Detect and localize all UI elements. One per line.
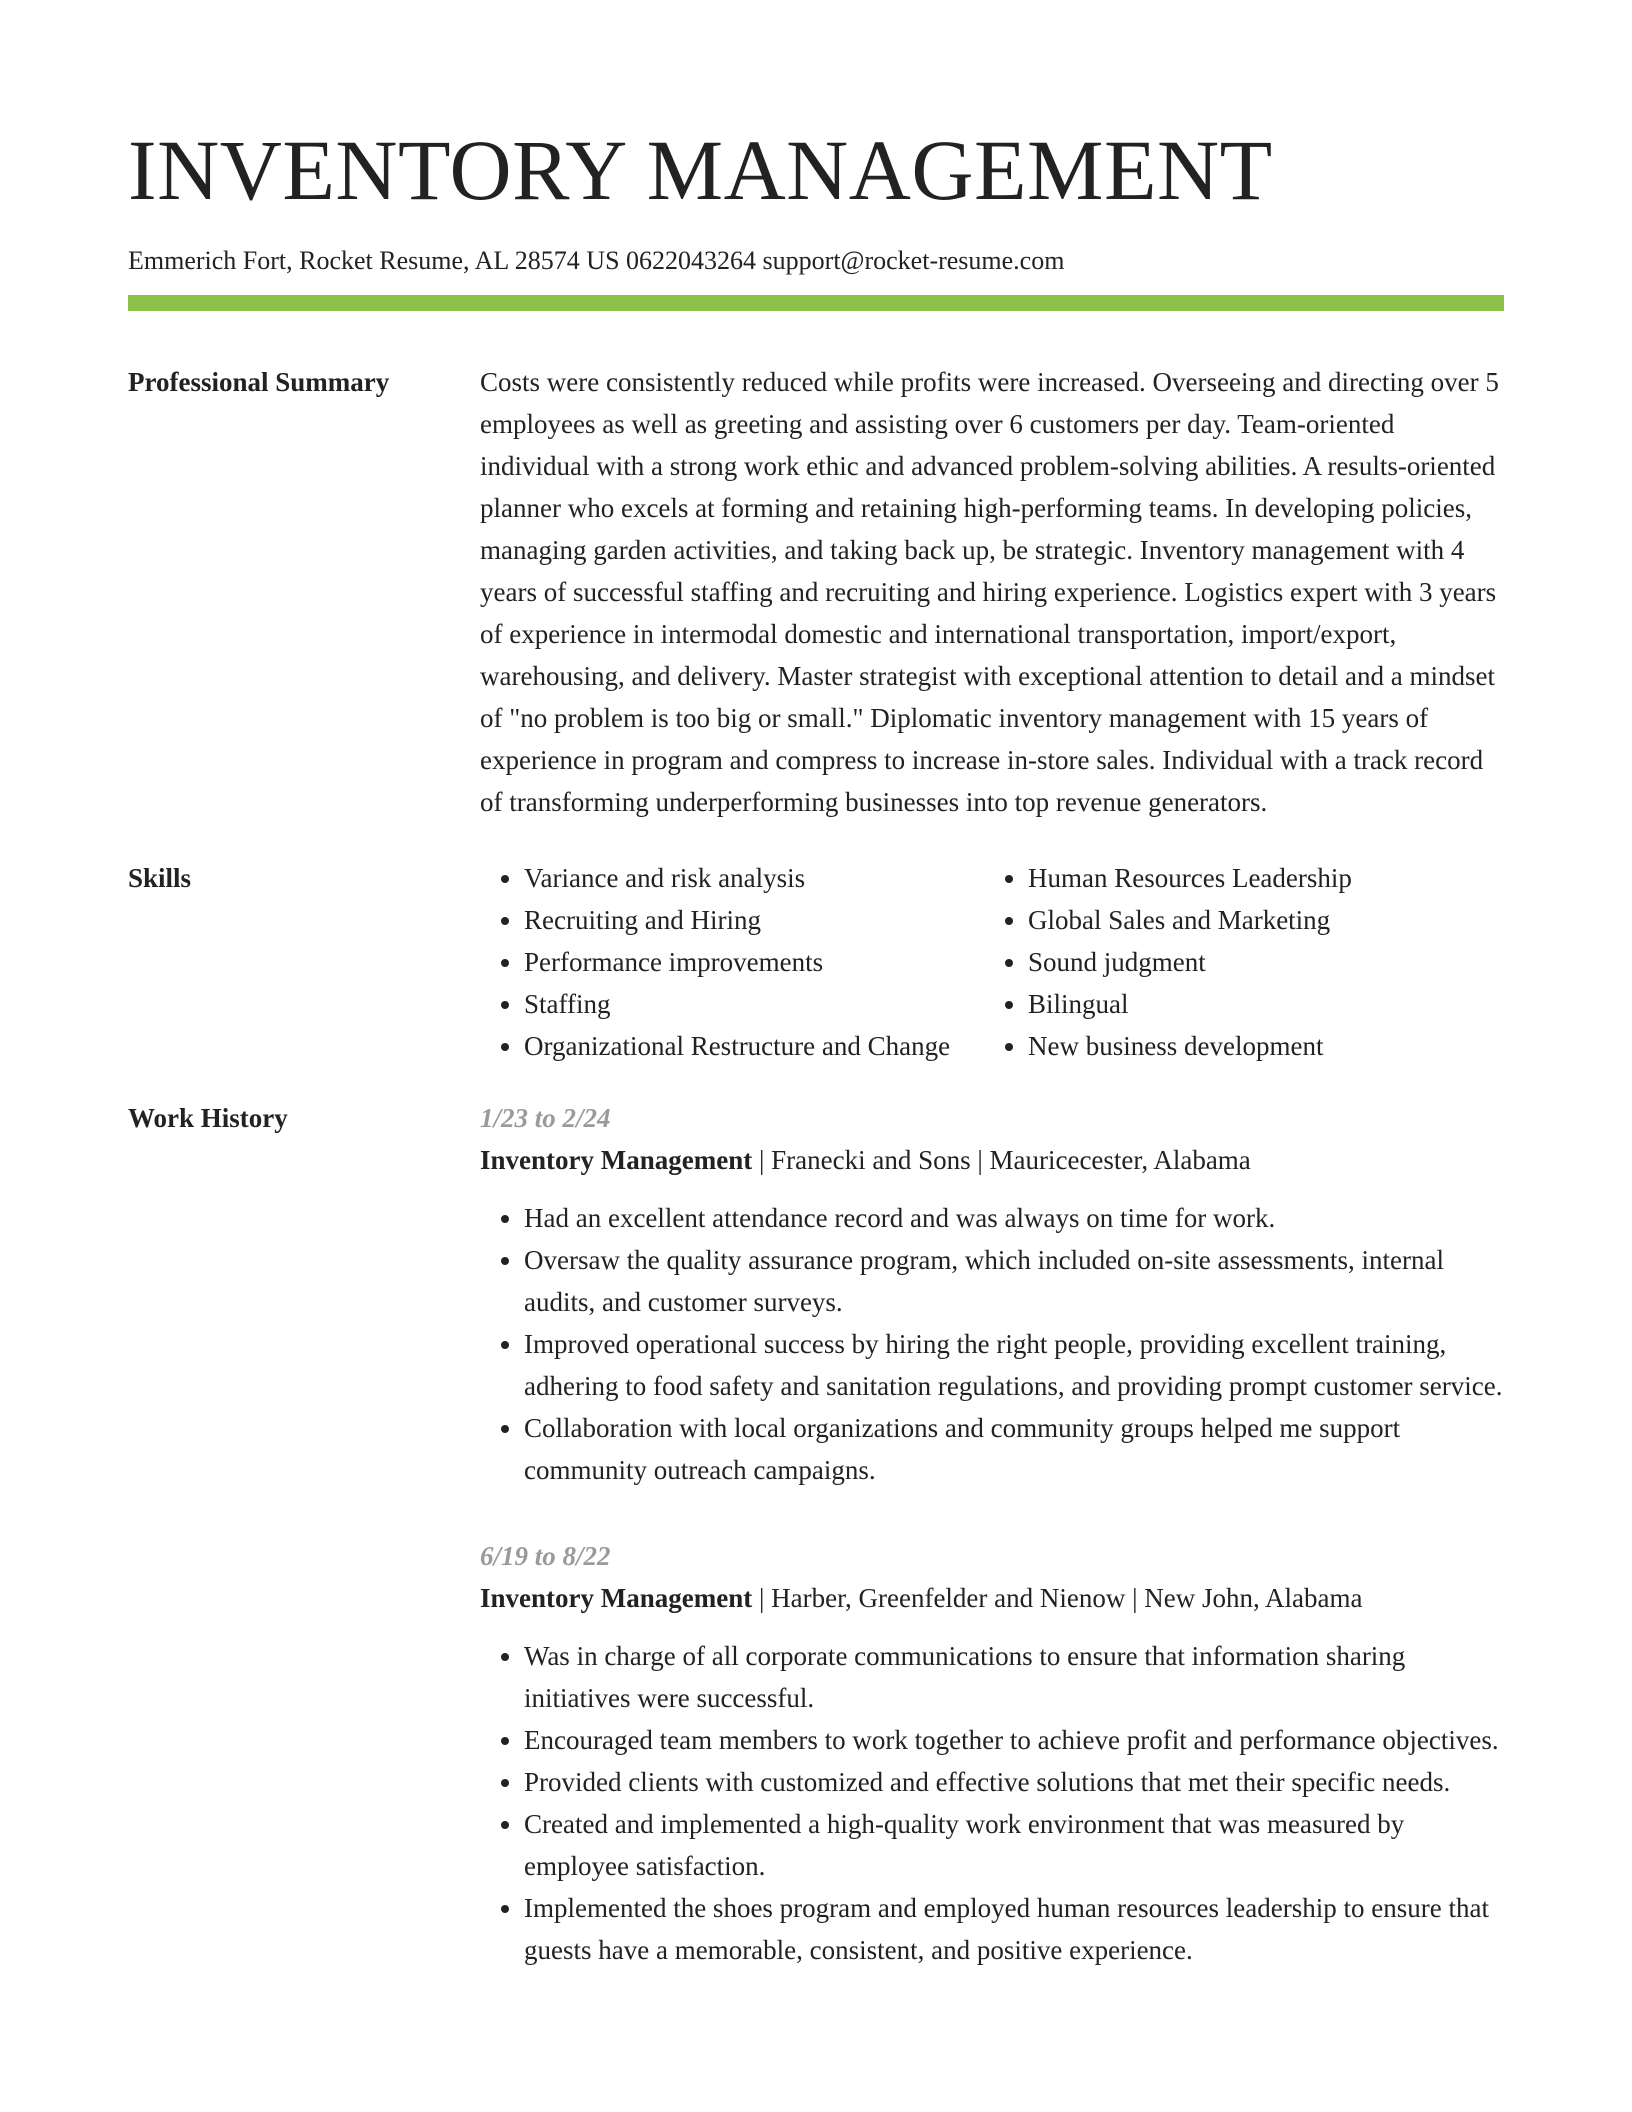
skills-grid bbox=[480, 857, 1504, 1067]
skill-item: • Bilingual bbox=[1028, 983, 1352, 1025]
professional-summary-section bbox=[128, 361, 1504, 823]
section-label-skills: Skills bbox=[128, 863, 192, 893]
job-bullet: • Provided clients with customized and effective solutions that met their specific needs. bbox=[524, 1761, 1504, 1803]
job-bullet: • Had an excellent attendance record and was always on time for work. bbox=[524, 1197, 1504, 1239]
work-history-section bbox=[128, 1097, 1504, 2015]
section-label-work-history: Work History bbox=[128, 1103, 288, 1133]
job-bullet: • Created and implemented a high-quality work environment that was measured by employee satisfaction. bbox=[524, 1803, 1504, 1887]
skill-item: • Variance and risk analysis bbox=[524, 857, 984, 899]
skill-item: • New business development bbox=[1028, 1025, 1352, 1067]
job-title-line bbox=[480, 1577, 1504, 1619]
job-bullet: • Was in charge of all corporate communications to ensure that information sharing initiatives were successful. bbox=[524, 1635, 1504, 1719]
job-dates: 1/23 to 2/24 bbox=[480, 1103, 611, 1133]
skill-item: • Staffing bbox=[524, 983, 984, 1025]
job-bullet: • Oversaw the quality assurance program, which included on-site assessments, internal audits, and customer surveys. bbox=[524, 1239, 1504, 1323]
summary-text: Costs were consistently reduced while profits were increased. Overseeing and directing over 5 employees as well as greeting and assisting over 6 customers per day. Team-oriented individual with a strong work ethic and advanced problem-solving abilities. A results-oriented planner who excels at forming and retaining high-performing teams. In developing policies, managing garden activities, and taking back up, be strategic. Inventory management with 4 years of successful staffing and recruiting and hiring experience. Logistics expert with 3 years of experience in intermodal domestic and international transportation, import/export, warehousing, and delivery. Master strategist with exceptional attention to detail and a mindset of "no problem is too big or small." Diplomatic inventory management with 15 years of experience in program and compress to increase in-store sales. Individual with a track record of transforming underperforming businesses into top revenue generators. bbox=[480, 367, 1499, 817]
skill-item: • Performance improvements bbox=[524, 941, 984, 983]
job-bullet: • Encouraged team members to work together to achieve profit and performance objectives. bbox=[524, 1719, 1504, 1761]
job-bullets bbox=[480, 1197, 1504, 1491]
job-bullet: • Improved operational success by hiring the right people, providing excellent training, adhering to food safety and sanitation regulations, and providing prompt customer service. bbox=[524, 1323, 1504, 1407]
contact-line: Emmerich Fort, Rocket Resume, AL 28574 US 0622043264 support@rocket-resume.com bbox=[128, 246, 1065, 275]
summary-body bbox=[480, 361, 1504, 823]
skills-column-1 bbox=[480, 857, 984, 1067]
skill-item: • Recruiting and Hiring bbox=[524, 899, 984, 941]
job-entry bbox=[480, 1097, 1504, 1491]
skill-item: • Sound judgment bbox=[1028, 941, 1352, 983]
job-entry bbox=[480, 1535, 1504, 1971]
skill-item: • Global Sales and Marketing bbox=[1028, 899, 1352, 941]
resume-page bbox=[128, 0, 1504, 2015]
skill-item: • Human Resources Leadership bbox=[1028, 857, 1352, 899]
accent-divider bbox=[128, 295, 1504, 311]
job-bullet: • Collaboration with local organizations and community groups helped me support community outreach campaigns. bbox=[524, 1407, 1504, 1491]
skill-item: • Organizational Restructure and Change bbox=[524, 1025, 984, 1067]
resume-name-heading: INVENTORY MANAGEMENT bbox=[128, 122, 1273, 218]
job-bullet: • Implemented the shoes program and employed human resources leadership to ensure that guests have a memorable, consistent, and positive experience. bbox=[524, 1887, 1504, 1971]
job-bullets bbox=[480, 1635, 1504, 1971]
job-details: | Franecki and Sons | Mauricecester, Alabama bbox=[752, 1145, 1251, 1175]
job-dates: 6/19 to 8/22 bbox=[480, 1541, 611, 1571]
job-title: Inventory Management bbox=[480, 1145, 753, 1175]
skills-section bbox=[128, 857, 1504, 1067]
job-title-line bbox=[480, 1139, 1504, 1181]
skills-column-2 bbox=[984, 857, 1352, 1067]
job-details: | Harber, Greenfelder and Nienow | New John, Alabama bbox=[752, 1583, 1363, 1613]
work-history-body bbox=[480, 1097, 1504, 2015]
job-title: Inventory Management bbox=[480, 1583, 753, 1613]
section-label-summary: Professional Summary bbox=[128, 367, 390, 397]
